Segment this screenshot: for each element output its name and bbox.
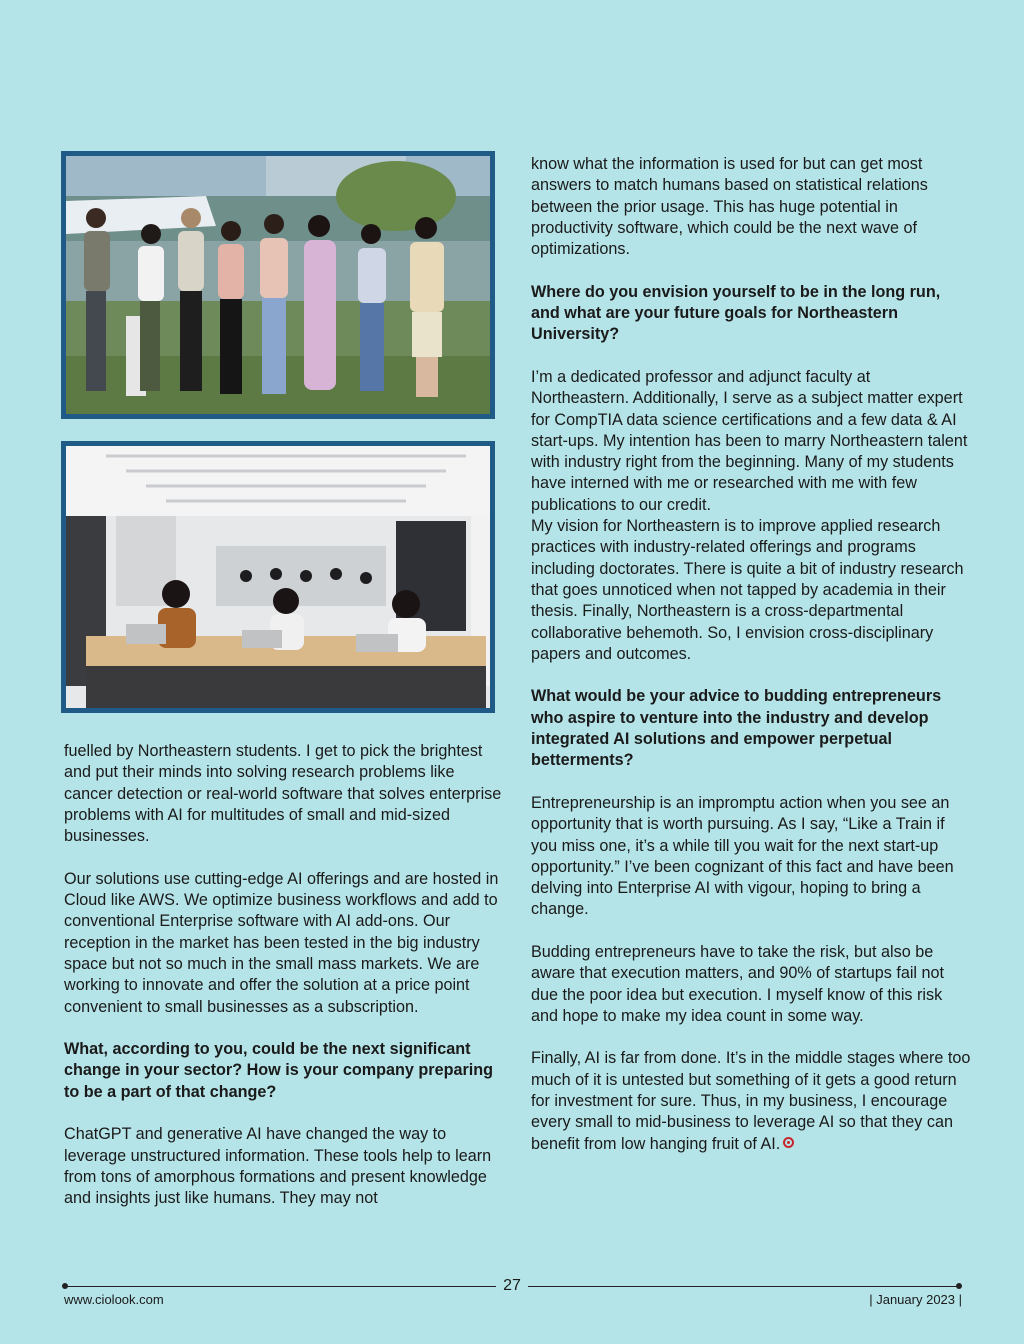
page-number: 27 <box>496 1276 528 1296</box>
group-photo-outdoors <box>61 151 495 419</box>
left-paragraph-3: ChatGPT and generative AI have changed the way to leverage unstructured information. These tools help to learn from tons of amorphous formations and present knowledge and insights just like humans. They may not <box>64 1125 492 1208</box>
issue-date: | January 2023 | <box>869 1292 962 1307</box>
right-paragraph-5: Budding entrepreneurs have to take the risk, but also be aware that execution matters, and 90% of startups fail not due the poor idea but execution. I myself know of this risk and hope to make my idea count in some way. <box>531 942 945 1025</box>
left-paragraph-2: Our solutions use cutting-edge AI offerings and are hosted in Cloud like AWS. We optimize business workflows and add to conventional Enterprise software with AI add-ons. Our reception in the market has been tested in the big industry space but not so much in the small mass markets. We are working to innovate and offer the solution at a price point convenient to small businesses as a subscription. <box>64 869 499 1016</box>
workspace-photo <box>61 441 495 713</box>
closing-text: Finally, AI is far from done. It’s in the middle stages where too much of it is untested but something of it gets a good return for investment for sure. Thus, in my business, I encourage every small to mid-business to leverage AI so that they can benefit from low hanging fruit of AI. <box>531 1049 971 1153</box>
right-paragraph-3: My vision for Northeastern is to improve applied research practices with industry-related offerings and programs including doctorates. There is quite a bit of industry research that goes unnoticed when not tapped by academia in their thesis. Finally, Northeastern is a cross-departmental collaborative behemoth. So, I envision cross-disciplinary papers and outcomes. <box>531 517 964 663</box>
right-paragraph-2: I’m a dedicated professor and adjunct faculty at Northeastern. Additionally, I serve as a subject matter expert for CompTIA data science certifications and a few data & AI start-ups. My intention has been to marry Northeastern talent with industry right from the beginning. Many of my students have interned with me or researched with me with few publications to our credit. <box>531 367 968 514</box>
footer-dot-left <box>62 1283 68 1289</box>
website-url: www.ciolook.com <box>64 1292 164 1307</box>
ciolook-logo-icon <box>783 1137 794 1148</box>
right-paragraph-6 <box>531 1048 971 1154</box>
group-photo-illustration <box>66 156 490 414</box>
question-future-goals: Where do you envision yourself to be in the long run, and what are your future goals for Northeastern University? <box>531 282 941 344</box>
right-paragraph-1: know what the information is used for but can get most answers to match humans based on statistical relations between the prior usage. This has huge potential in productivity software, which could be the next wave of optimizations. <box>531 155 928 259</box>
question-advice-entrepreneurs: What would be your advice to budding entrepreneurs who aspire to venture into the industry and develop integrated AI solutions and empower perpetual betterments? <box>531 687 942 770</box>
right-paragraph-4: Entrepreneurship is an impromptu action when you see an opportunity that is worth pursuing. As I say, “Like a Train if you miss one, it’s a while till you wait for the next start-up opportunity.” I’ve been cognizant of this fact and have been delving into Enterprise AI with vigour, hoping to bring a change. <box>531 793 954 919</box>
left-paragraph-1: fuelled by Northeastern students. I get to pick the brightest and put their minds into solving research problems like cancer detection or real-world software that solves enterprise problems with AI for multitudes of small and mid-sized businesses. <box>64 742 502 846</box>
workspace-photo-illustration <box>66 446 490 708</box>
question-next-change: What, according to you, could be the next significant change in your sector? How is your company preparing to be a part of that change? <box>64 1040 494 1101</box>
footer-dot-right <box>956 1283 962 1289</box>
left-text-column <box>64 741 504 1210</box>
right-text-column <box>531 154 971 1155</box>
